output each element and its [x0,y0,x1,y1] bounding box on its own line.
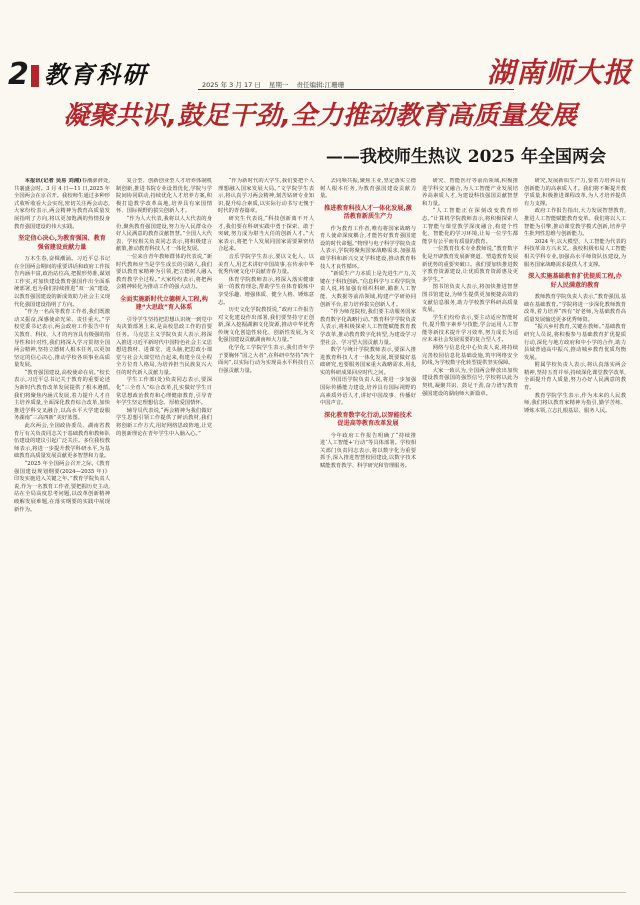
issue-editor: 责任编辑:江珊珊 [296,81,345,89]
body-paragraph: “作为师范院校,我们要主动服务国家教育数字化战略行动。”教育科学学院负责人表示,将积极探索人工智能赋能教育教学改革,推动教育数字化转型,为建设学习型社会、学习型大国贡献力量。 [320,309,416,346]
body-paragraph: 体育学院教师表示,将深入落实健康第一的教育理念,帮助学生在体育锻炼中享受乐趣、增强体质、健全人格、锤炼意志。 [218,276,314,306]
article-column [116,178,212,886]
body-paragraph: 一位来自青年教师群体的代表说,“新时代教师应当是学生成长的引路人,我们要以教育家精神为引领,把立德树人融入教育教学全过程。”大家纷纷表示,将把两会精神转化为推动工作的强大动力。 [116,253,212,291]
body-paragraph: 一位教育技术专业教师说,“教育数字化是开辟教育发展新赛道、塑造教育发展新优势的重要突破口。我们要加快推进数字教育资源建设,让优质教育资源惠及更多学生。” [422,246,518,283]
body-paragraph: 网络与信息化中心负责人说,将持续完善校园信息化基础设施,筑牢网络安全防线,为学校数字化转型提供坚实保障。 [422,345,518,367]
body-paragraph: 万木生春,奋楫潮涌。习近平总书记在全国两会期间的重要讲话和政府工作报告内涵丰富,政治站位高,把握形势准,谋划工作实,对加快建设教育强国作出全面系统部署,也为我们持续推进“双一流”建设,以教育强国建设的新成效助力社会主义现代化强国建设指明了方向。 [14,255,110,308]
byline: 本报讯(记者 吴易 刘湘) [24,178,82,184]
body-paragraph: “振兴乡村教育,关键在教师。”基础教育研究人员说,将积极参与基础教育扩优提质行动,深化与地方政府和中小学的合作,助力县域普通高中振兴,推动城乡教育优质均衡发展。 [524,324,626,361]
body-paragraph: 外国语学院负责人说,将进一步加强国际传播能力建设,培养具有国际视野的高素质外语人才,讲好中国故事、传播好中国声音。 [320,377,416,407]
body-paragraph: 2024 年,以大模型、人工智能为代表的科技革命方兴未艾。我校积极布局人工智能相关学科专业,加强高水平师资队伍建设,为服务国家战略需求提供人才支撑。 [524,238,626,268]
body-paragraph: “作为一名高等教育工作者,我们既激动又振奋,深感使命光荣、责任重大。”学校党委书记表示,两会政府工作报告中有关教育、科技、人才的内容具有极强的指导性和针对性,我们将深入学习贯彻全国两会精神,坚持立德树人根本任务,以更加坚定的信心决心,推动学校各项事业高质量发展。 [14,309,110,369]
issue-weekday: 星期一 [268,81,289,89]
body-paragraph: “新质生产力本质上是先进生产力,关键在于科技创新。”信息科学与工程学院负责人说,将加强有组织科研,瞄准人工智能、大数据等前沿领域,构建产学研协同创新平台,着力培养拔尖创新人才。 [320,271,416,308]
body-paragraph: 此次两会,全国政协委员、湖南省教育厅有关负责同志关于基础教育和教师队伍建设的建议引起广泛关注。多位我校教师表示,将进一步提升教学科研水平,为基础教育高质量发展贡献更多智慧和力量。 [14,423,110,460]
body-paragraph: “2025 年全国两会召开之际,《教育强国建设规划纲要(2024—2035 年)》印发实施进入关键之年。”教育学院负责人说,作为一名教育工作者,要把握历史主动,站在全局高度思考问题,以改革创新精神破解发展难题,在落实纲要的实践中展现新作为。 [14,461,110,513]
article-column [218,178,314,886]
article-column [422,178,518,886]
body-paragraph: 引导学生坚持把思想认识统一到党中央决策部署上来,是高校思政工作的首要任务。马克思主义学院负责人表示,将深入推进习近平新时代中国特色社会主义思想进教材、进课堂、进头脑,把思政小课堂与社会大课堂结合起来,构建全员全程全方位育人格局,为培养担当民族复兴大任的时代新人贡献力量。 [116,316,212,376]
article-column [320,178,416,886]
section-subheading: 深入实施基础教育扩优提质工程,办好人民满意的教育 [528,273,622,289]
issue-date: 2025 年 3 月 17 日 [202,81,261,89]
body-paragraph: 政府工作报告指出,大力发展智慧教育,推进人工智能赋能教育变革。我们将以人工智能为引擎,推动课堂教学模式创新,培养学生批判性思维与创新能力。 [524,208,626,238]
section-subheading: 深化教育数字化行动,以智能技术促进高等教育改革发展 [324,411,412,428]
body-paragraph: 数学与统计学院教师表示,要深入推进教育科技人才一体化发展,既要做好基础研究,也要服务国家重大战略需求,用扎实的科研成果回应时代之问。 [320,347,416,376]
body-paragraph: “作为新时代的大学生,我们要把个人理想融入国家发展大局。”文学院学生表示,将认真学习两会精神,刻苦钻研专业知识,提升综合素质,以实际行动书写无愧于时代的青春篇章。 [218,178,314,215]
body-paragraph: 大家一致认为,全国两会释放出加快建设教育强国的强烈信号,学校将以此为契机,凝聚共识、鼓足干劲,奋力谱写教育强国建设的湖南师大新篇章。 [422,367,518,397]
body-paragraph: 今年政府工作报告明确了“持续推进‘人工智能+’行动”等具体部署。学校相关部门负责同志表示,将以数字化为重要抓手,深入推进智慧校园建设,以数字技术赋能教育教学、科学研究和管理服务。 [320,432,416,470]
page-number: 2 [8,60,39,90]
body-paragraph: “教育强国建设,高校使命在肩。”校长表示,习近平总书记关于教育的重要论述为新时代教育改革发展提供了根本遵循,我们将聚焦内涵式发展,着力提升人才自主培养质量,全面深化教育综合改革,加快推进学科交叉融合,以高水平大学建设服务湖南“三高四新”美好蓝图。 [14,369,110,422]
section-title: 教育科研 [44,60,148,89]
section-subheading: 全面实施新时代立德树人工程,构建“大思政”育人体系 [120,295,208,312]
article-headline: 凝聚共识,鼓足干劲,全力推动教育高质量发展 [63,101,577,131]
body-paragraph: 图书馆负责人表示,将加快推进智慧图书馆建设,为师生提供更加便捷高效的文献信息服务,助力学校教学科研高质量发展。 [422,284,518,314]
body-paragraph: “人工智能正在深刻改变教育形态。”计算机学院教师表示,将积极探索人工智能与课堂教学深度融合,构建个性化、智能化的学习环境,让每一位学生都能享有公平而有质量的教育。 [422,208,518,245]
body-paragraph: 附属学校负责人表示,将认真落实两会精神,坚持五育并举,持续深化课堂教学改革,全面提升育人质量,努力办好人民满意的教育。 [524,362,626,392]
article-column [14,178,110,886]
body-paragraph: 辅导员代表说,“两会精神为我们做好学生思想引领工作提供了鲜活教材,我们将创新工作方式,用好网络思政阵地,让党的创新理论在青年学生中入脑入心。” [116,407,212,437]
section-subheading: 推进教育科技人才一体化发展,激活教育新质生产力 [324,204,412,221]
body-paragraph: 去同频共振,聚焦主业,坚定落实立德树人根本任务,为教育强国建设贡献力量。 [320,178,416,200]
body-paragraph: 研究生代表说,“科技创新离不开人才,我们要在科研实践中勇于探索、敢于突破,努力成为堪当大任的创新人才。”大家表示,将把个人发展同国家需要紧密结合起来。 [218,215,314,253]
issue-meta [202,80,350,89]
body-paragraph: 研究、智能医疗等前沿领域,积极推进学科交叉融合,为人工智能产业发展培养高素质人才,为建设科技强国贡献智慧和力量。 [422,178,518,207]
body-paragraph: “作为人大代表,我将以人大代表的身份,聚焦教育强国建设,努力为人民群众办好人民满意的教育贡献智慧。”全国人大代表、学校相关负责同志表示,将积极建言献策,推动教育科技人才一体化发展。 [116,215,212,253]
body-paragraph: 学生们纷纷表示,要主动适应智能时代,提升数字素养与技能,学会运用人工智能等新技术提升学习效率,努力成长为适应未来社会发展需要的复合型人才。 [422,314,518,344]
article-column [524,178,626,886]
paper-name: 湖南师大报 [486,56,632,89]
masthead [8,0,632,90]
footer-divider [14,892,626,893]
masthead-divider [198,89,514,90]
section-subheading: 坚定信心决心,为教育强国、教育强省建设贡献力量 [18,235,106,251]
body-paragraph: 音乐学院学生表示,要以文化人、以美育人,用艺术讲好中国故事,在传承中华优秀传统文化中贡献青春力量。 [218,253,314,276]
lead-paragraph [14,178,110,231]
body-paragraph: 作为教育工作者,唯有将国家战略与育人使命深度耦合,才能答好教育强国建设的时代命题。”物理与电子科学学院负责人表示,学院将聚焦国家战略需求,加强基础学科和新兴交叉学科建设,推动教育科技人才良性循环。 [320,225,416,270]
body-paragraph: 研究,发展新质生产力,要着力培养具有创新能力的高素质人才。我们将不断提升教学质量,积极推进课程改革,为人才培养提供有力支撑。 [524,178,626,207]
body-paragraph: 教师教育学院负责人表示,“教育强国,基础在基础教育。”学院将进一步深化教师教育改革,着力培养“四有”好老师,为基础教育高质量发展输送更多优秀师资。 [524,293,626,323]
article-subheadline: ——我校师生热议 2025 年全国两会 [325,147,606,167]
body-paragraph: 学生工作部(处)负责同志表示,要深化“三全育人”综合改革,扎实做好学生日常思想政治教育和心理健康教育,引导青年学生坚定理想信念、厚植爱国情怀。 [116,377,212,407]
lead-text: 春潮澎湃处,共襄盛会时。3 月 4 日—11 日,2025 年全国两会在京召开。我校师生通过多种形式收听收看大会实况,密切关注两会动态,大家纷纷表示,两会精神为教育高质量发展指明了方向,将以更加饱满的热情投身教育强国建设的伟大实践。 [14,178,110,230]
page-number-accent [31,65,39,87]
body-paragraph: 历史文化学院教授说,“政府工作报告对文化建设作出部署,我们要坚持守正创新,深入挖掘湖湘文化资源,推动中华优秀传统文化创造性转化、创新性发展,为文化强国建设贡献湖南师大力量。” [218,307,314,344]
body-paragraph: 化学化工学院学生表示,我们青年学子要胸怀“国之大者”,在科研中坚持“四个面向”,以实际行动为实现高水平科技自立自强贡献力量。 [218,345,314,374]
article-body [14,178,626,886]
body-paragraph: 教育学院学生表示,作为未来的人民教师,我们将以教育家精神为指引,勤学苦练、锤炼本领,立志扎根基层、服务人民。 [524,392,626,414]
body-paragraph: 复合型、创新创业型人才培养体制机制创新,推进书院专业设置优化,学院与学院间协同联动,持续优化人才培养方案,积极打造教学改革高地,培养具有家国情怀、国际视野的拔尖创新人才。 [116,178,212,215]
